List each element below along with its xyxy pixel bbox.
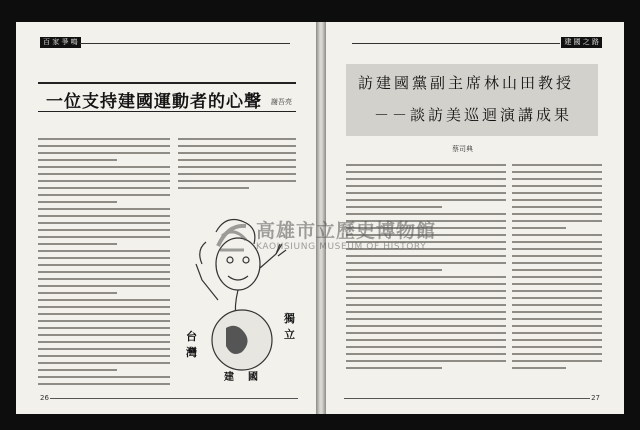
article-title-box (38, 82, 296, 112)
footer-rule (344, 398, 590, 399)
header-rule (80, 43, 290, 44)
article-author: 謝吾亮 (271, 98, 292, 106)
museum-logo-icon (212, 216, 252, 256)
illus-label-4: 立 (284, 328, 295, 341)
right-header (352, 40, 602, 48)
interview-text-column-2 (512, 164, 602, 374)
article-title: 一位支持建國運動者的心聲 (46, 92, 262, 112)
interview-title-banner (346, 64, 598, 136)
illus-label-1: 台 (186, 330, 197, 343)
magazine-spread (16, 22, 624, 414)
section-tag-left: 百 家 爭 鳴 (40, 37, 81, 48)
illus-label-3: 獨 (284, 312, 295, 325)
page-number-right: 27 (591, 394, 600, 402)
museum-watermark (212, 212, 472, 272)
watermark-subtitle: KAOHSIUNG MUSEUM OF HISTORY (256, 242, 427, 252)
body-text-column-2 (178, 138, 296, 194)
watermark-title: 高雄市立歷史博物館 (256, 220, 437, 242)
interview-title-line1: 訪建國黨副主席林山田教授 (358, 74, 575, 92)
interview-author: 蔡司典 (452, 145, 473, 153)
illus-label-2: 灣 (186, 346, 197, 359)
page-number-left: 26 (40, 394, 49, 402)
illus-label-5: 建 (224, 372, 234, 382)
footer-rule (50, 398, 298, 399)
interview-title-line2: －－談訪美巡迴演講成果 (374, 106, 573, 124)
header-rule (352, 43, 560, 44)
left-header (40, 40, 290, 48)
body-text-column-1 (38, 138, 170, 390)
illus-label-6: 國 (248, 372, 258, 382)
section-tag-right: 建 國 之 路 (561, 37, 602, 48)
